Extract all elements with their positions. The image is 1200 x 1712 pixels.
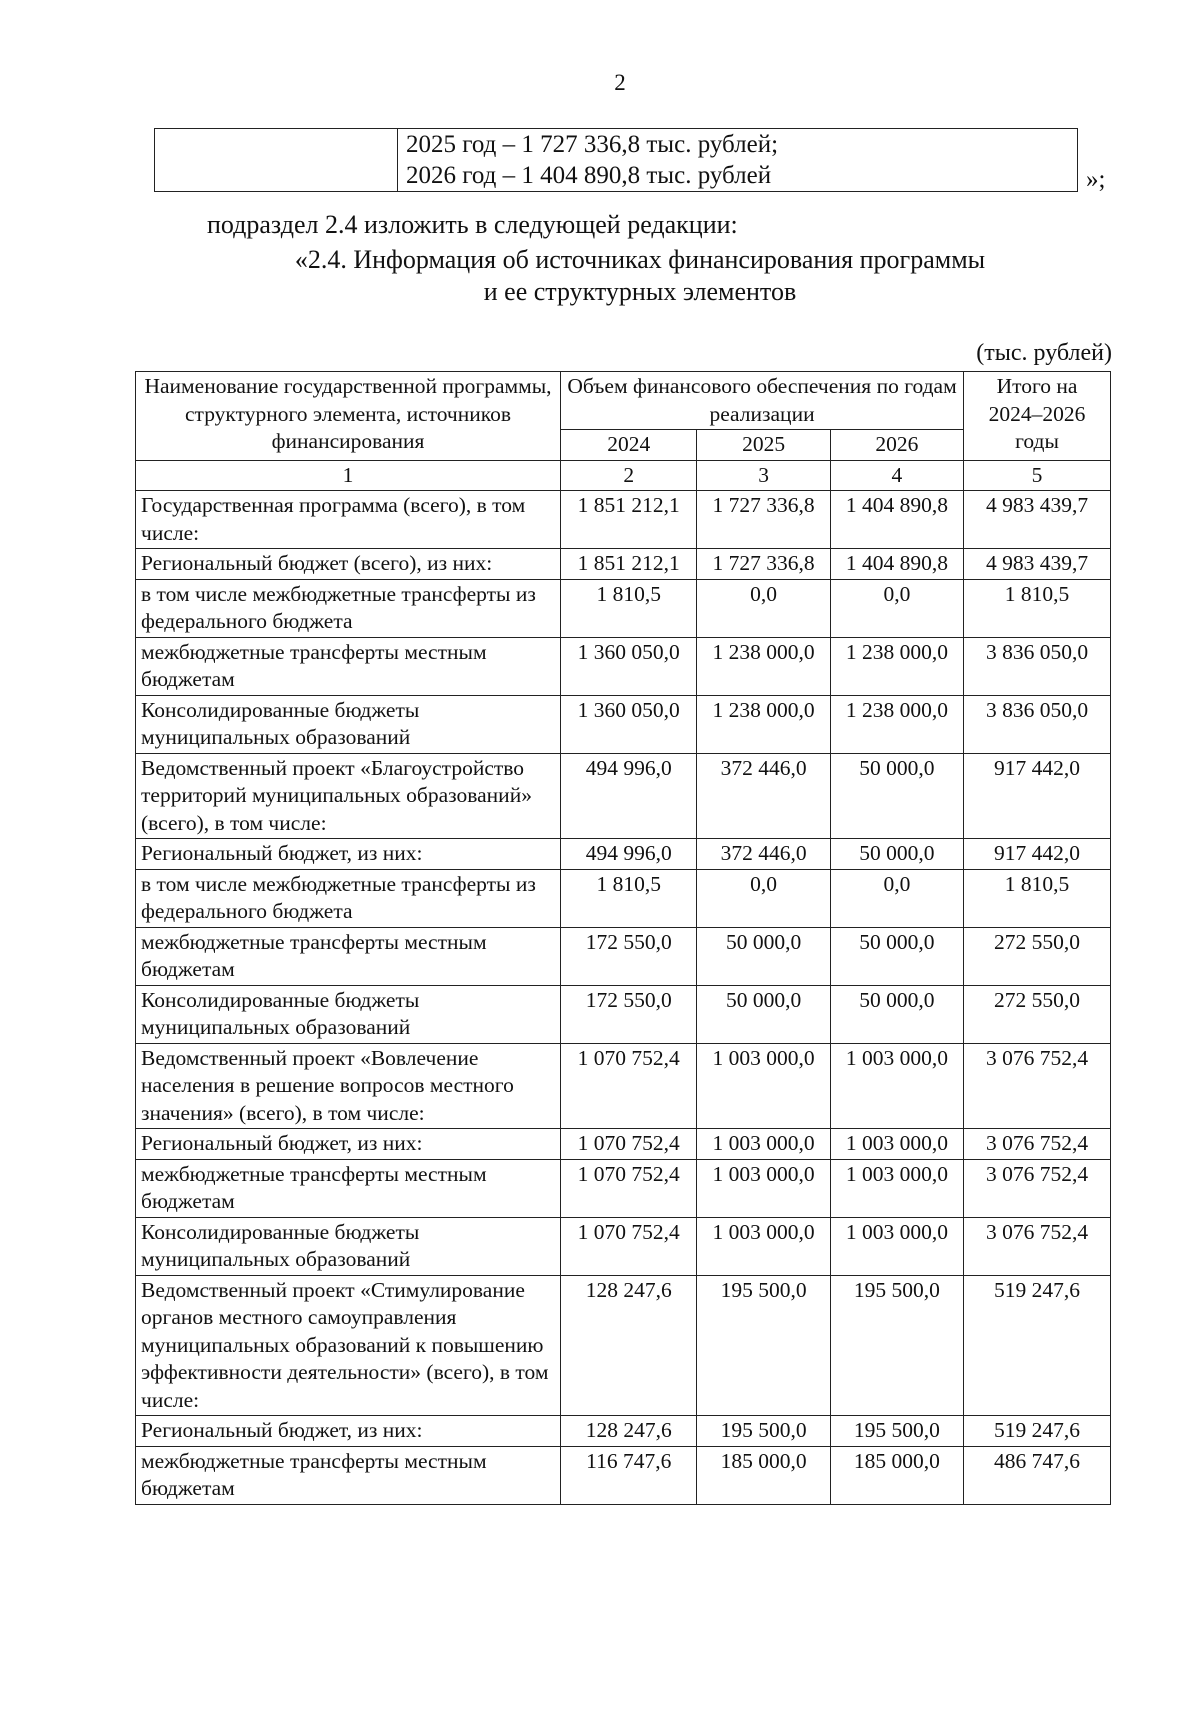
table-row: [136, 869, 1111, 927]
value-2026-cell: 0,0: [830, 579, 963, 637]
value-2024-cell: 1 810,5: [561, 869, 697, 927]
value-2025-cell: 1 727 336,8: [697, 549, 830, 580]
value-total-cell: 3 836 050,0: [964, 695, 1111, 753]
value-total-cell: 272 550,0: [964, 927, 1111, 985]
summary-values-cell: [398, 129, 1078, 192]
table-row: [136, 1129, 1111, 1160]
table-row: [136, 491, 1111, 549]
closing-quote: »;: [1086, 166, 1106, 193]
value-2025-cell: 1 003 000,0: [697, 1129, 830, 1160]
row-name-cell: Консолидированные бюджеты муниципальных образований: [136, 985, 561, 1043]
value-2024-cell: 494 996,0: [561, 839, 697, 870]
table-row: [136, 1217, 1111, 1275]
header-row: [136, 372, 1111, 430]
value-2024-cell: 1 070 752,4: [561, 1129, 697, 1160]
value-2025-cell: 1 727 336,8: [697, 491, 830, 549]
row-name-cell: Региональный бюджет (всего), из них:: [136, 549, 561, 580]
value-2026-cell: 1 003 000,0: [830, 1043, 963, 1129]
header-name-column: Наименование государственной программы, структурного элемента, источников финансирования: [136, 372, 561, 461]
value-2025-cell: 372 446,0: [697, 839, 830, 870]
value-total-cell: 3 076 752,4: [964, 1159, 1111, 1217]
value-2024-cell: 494 996,0: [561, 753, 697, 839]
row-name-cell: межбюджетные трансферты местным бюджетам: [136, 637, 561, 695]
table-row: [136, 985, 1111, 1043]
value-2024-cell: 128 247,6: [561, 1416, 697, 1447]
value-total-cell: 3 076 752,4: [964, 1217, 1111, 1275]
empty-cell: [155, 129, 398, 192]
value-2025-cell: 1 003 000,0: [697, 1043, 830, 1129]
table-row: [136, 695, 1111, 753]
value-2026-cell: 195 500,0: [830, 1275, 963, 1416]
value-2024-cell: 1 070 752,4: [561, 1217, 697, 1275]
value-2025-cell: 1 238 000,0: [697, 695, 830, 753]
value-total-cell: 3 076 752,4: [964, 1129, 1111, 1160]
table-row: [136, 1159, 1111, 1217]
header-year-2025: 2025: [697, 430, 830, 461]
value-2024-cell: 1 360 050,0: [561, 695, 697, 753]
table-body: [136, 491, 1111, 1505]
value-2025-cell: 1 003 000,0: [697, 1159, 830, 1217]
row-name-cell: Региональный бюджет, из них:: [136, 1129, 561, 1160]
value-2026-cell: 0,0: [830, 869, 963, 927]
summary-line-2026: 2026 год – 1 404 890,8 тыс. рублей: [406, 162, 772, 189]
header-year-2026: 2026: [830, 430, 963, 461]
header-year-2024: 2024: [561, 430, 697, 461]
table-row: [136, 1043, 1111, 1129]
value-total-cell: 917 442,0: [964, 839, 1111, 870]
column-index: 3: [697, 460, 830, 491]
row-name-cell: Ведомственный проект «Вовлечение населения в решение вопросов местного значения» (всего), в том числе:: [136, 1043, 561, 1129]
table-row: [136, 753, 1111, 839]
value-2025-cell: 50 000,0: [697, 985, 830, 1043]
value-total-cell: 1 810,5: [964, 869, 1111, 927]
value-2025-cell: 0,0: [697, 579, 830, 637]
table-row: [136, 1275, 1111, 1416]
column-index: 1: [136, 460, 561, 491]
row-name-cell: Ведомственный проект «Стимулирование органов местного самоуправления муниципальных образований к повышению эффективности деятельности» (всего), в том числе:: [136, 1275, 561, 1416]
value-total-cell: 3 076 752,4: [964, 1043, 1111, 1129]
summary-line-2025: 2025 год – 1 727 336,8 тыс. рублей;: [406, 131, 779, 158]
table-row: [136, 927, 1111, 985]
value-2025-cell: 1 003 000,0: [697, 1217, 830, 1275]
value-2024-cell: 1 070 752,4: [561, 1043, 697, 1129]
value-2026-cell: 50 000,0: [830, 839, 963, 870]
value-2025-cell: 1 238 000,0: [697, 637, 830, 695]
value-2026-cell: 1 003 000,0: [830, 1217, 963, 1275]
value-total-cell: 519 247,6: [964, 1416, 1111, 1447]
row-name-cell: Ведомственный проект «Благоустройство территорий муниципальных образований» (всего), в том числе:: [136, 753, 561, 839]
value-total-cell: 3 836 050,0: [964, 637, 1111, 695]
row-name-cell: Консолидированные бюджеты муниципальных образований: [136, 695, 561, 753]
table-row: [136, 637, 1111, 695]
column-index: 5: [964, 460, 1111, 491]
value-total-cell: 4 983 439,7: [964, 491, 1111, 549]
header-volume-group: Объем финансового обеспечения по годам реализации: [561, 372, 964, 430]
value-2024-cell: 116 747,6: [561, 1446, 697, 1504]
row-name-cell: межбюджетные трансферты местным бюджетам: [136, 927, 561, 985]
value-2026-cell: 195 500,0: [830, 1416, 963, 1447]
table-row: [136, 1416, 1111, 1447]
value-2025-cell: 195 500,0: [697, 1416, 830, 1447]
row-name-cell: в том числе межбюджетные трансферты из федерального бюджета: [136, 869, 561, 927]
summary-continuation-row: [155, 129, 1078, 192]
value-total-cell: 519 247,6: [964, 1275, 1111, 1416]
row-name-cell: в том числе межбюджетные трансферты из федерального бюджета: [136, 579, 561, 637]
row-name-cell: межбюджетные трансферты местным бюджетам: [136, 1446, 561, 1504]
value-total-cell: 4 983 439,7: [964, 549, 1111, 580]
unit-label: (тыс. рублей): [976, 340, 1112, 366]
value-2025-cell: 372 446,0: [697, 753, 830, 839]
value-2026-cell: 1 003 000,0: [830, 1159, 963, 1217]
financing-table: [135, 371, 1111, 1505]
row-name-cell: Консолидированные бюджеты муниципальных образований: [136, 1217, 561, 1275]
value-2026-cell: 1 404 890,8: [830, 549, 963, 580]
column-index: 2: [561, 460, 697, 491]
value-2024-cell: 128 247,6: [561, 1275, 697, 1416]
row-name-cell: межбюджетные трансферты местным бюджетам: [136, 1159, 561, 1217]
table-row: [136, 549, 1111, 580]
value-2025-cell: 195 500,0: [697, 1275, 830, 1416]
section-heading-line2: и ее структурных элементов: [483, 277, 797, 306]
value-2026-cell: 1 238 000,0: [830, 637, 963, 695]
table-row: [136, 839, 1111, 870]
value-2024-cell: 1 070 752,4: [561, 1159, 697, 1217]
section-heading-line1: «2.4. Информация об источниках финансирования программы: [294, 245, 986, 274]
row-name-cell: Региональный бюджет, из них:: [136, 1416, 561, 1447]
row-name-cell: Региональный бюджет, из них:: [136, 839, 561, 870]
summary-continuation-table: [154, 128, 1078, 192]
value-total-cell: 486 747,6: [964, 1446, 1111, 1504]
value-2024-cell: 172 550,0: [561, 927, 697, 985]
value-2026-cell: 1 238 000,0: [830, 695, 963, 753]
value-2026-cell: 185 000,0: [830, 1446, 963, 1504]
value-2026-cell: 1 404 890,8: [830, 491, 963, 549]
row-name-cell: Государственная программа (всего), в том числе:: [136, 491, 561, 549]
instruction-text: подраздел 2.4 изложить в следующей редакции:: [207, 210, 738, 239]
value-total-cell: 1 810,5: [964, 579, 1111, 637]
table-row: [136, 579, 1111, 637]
value-2024-cell: 1 851 212,1: [561, 549, 697, 580]
value-2026-cell: 50 000,0: [830, 985, 963, 1043]
header-total-column: Итого на 2024–2026 годы: [964, 372, 1111, 461]
page-number: 2: [614, 70, 626, 95]
column-index-row: [136, 460, 1111, 491]
value-2026-cell: 50 000,0: [830, 927, 963, 985]
value-2026-cell: 1 003 000,0: [830, 1129, 963, 1160]
table-row: [136, 1446, 1111, 1504]
value-total-cell: 272 550,0: [964, 985, 1111, 1043]
value-2025-cell: 185 000,0: [697, 1446, 830, 1504]
value-total-cell: 917 442,0: [964, 753, 1111, 839]
value-2025-cell: 50 000,0: [697, 927, 830, 985]
value-2026-cell: 50 000,0: [830, 753, 963, 839]
value-2024-cell: 172 550,0: [561, 985, 697, 1043]
value-2024-cell: 1 810,5: [561, 579, 697, 637]
value-2024-cell: 1 851 212,1: [561, 491, 697, 549]
value-2025-cell: 0,0: [697, 869, 830, 927]
value-2024-cell: 1 360 050,0: [561, 637, 697, 695]
column-index: 4: [830, 460, 963, 491]
